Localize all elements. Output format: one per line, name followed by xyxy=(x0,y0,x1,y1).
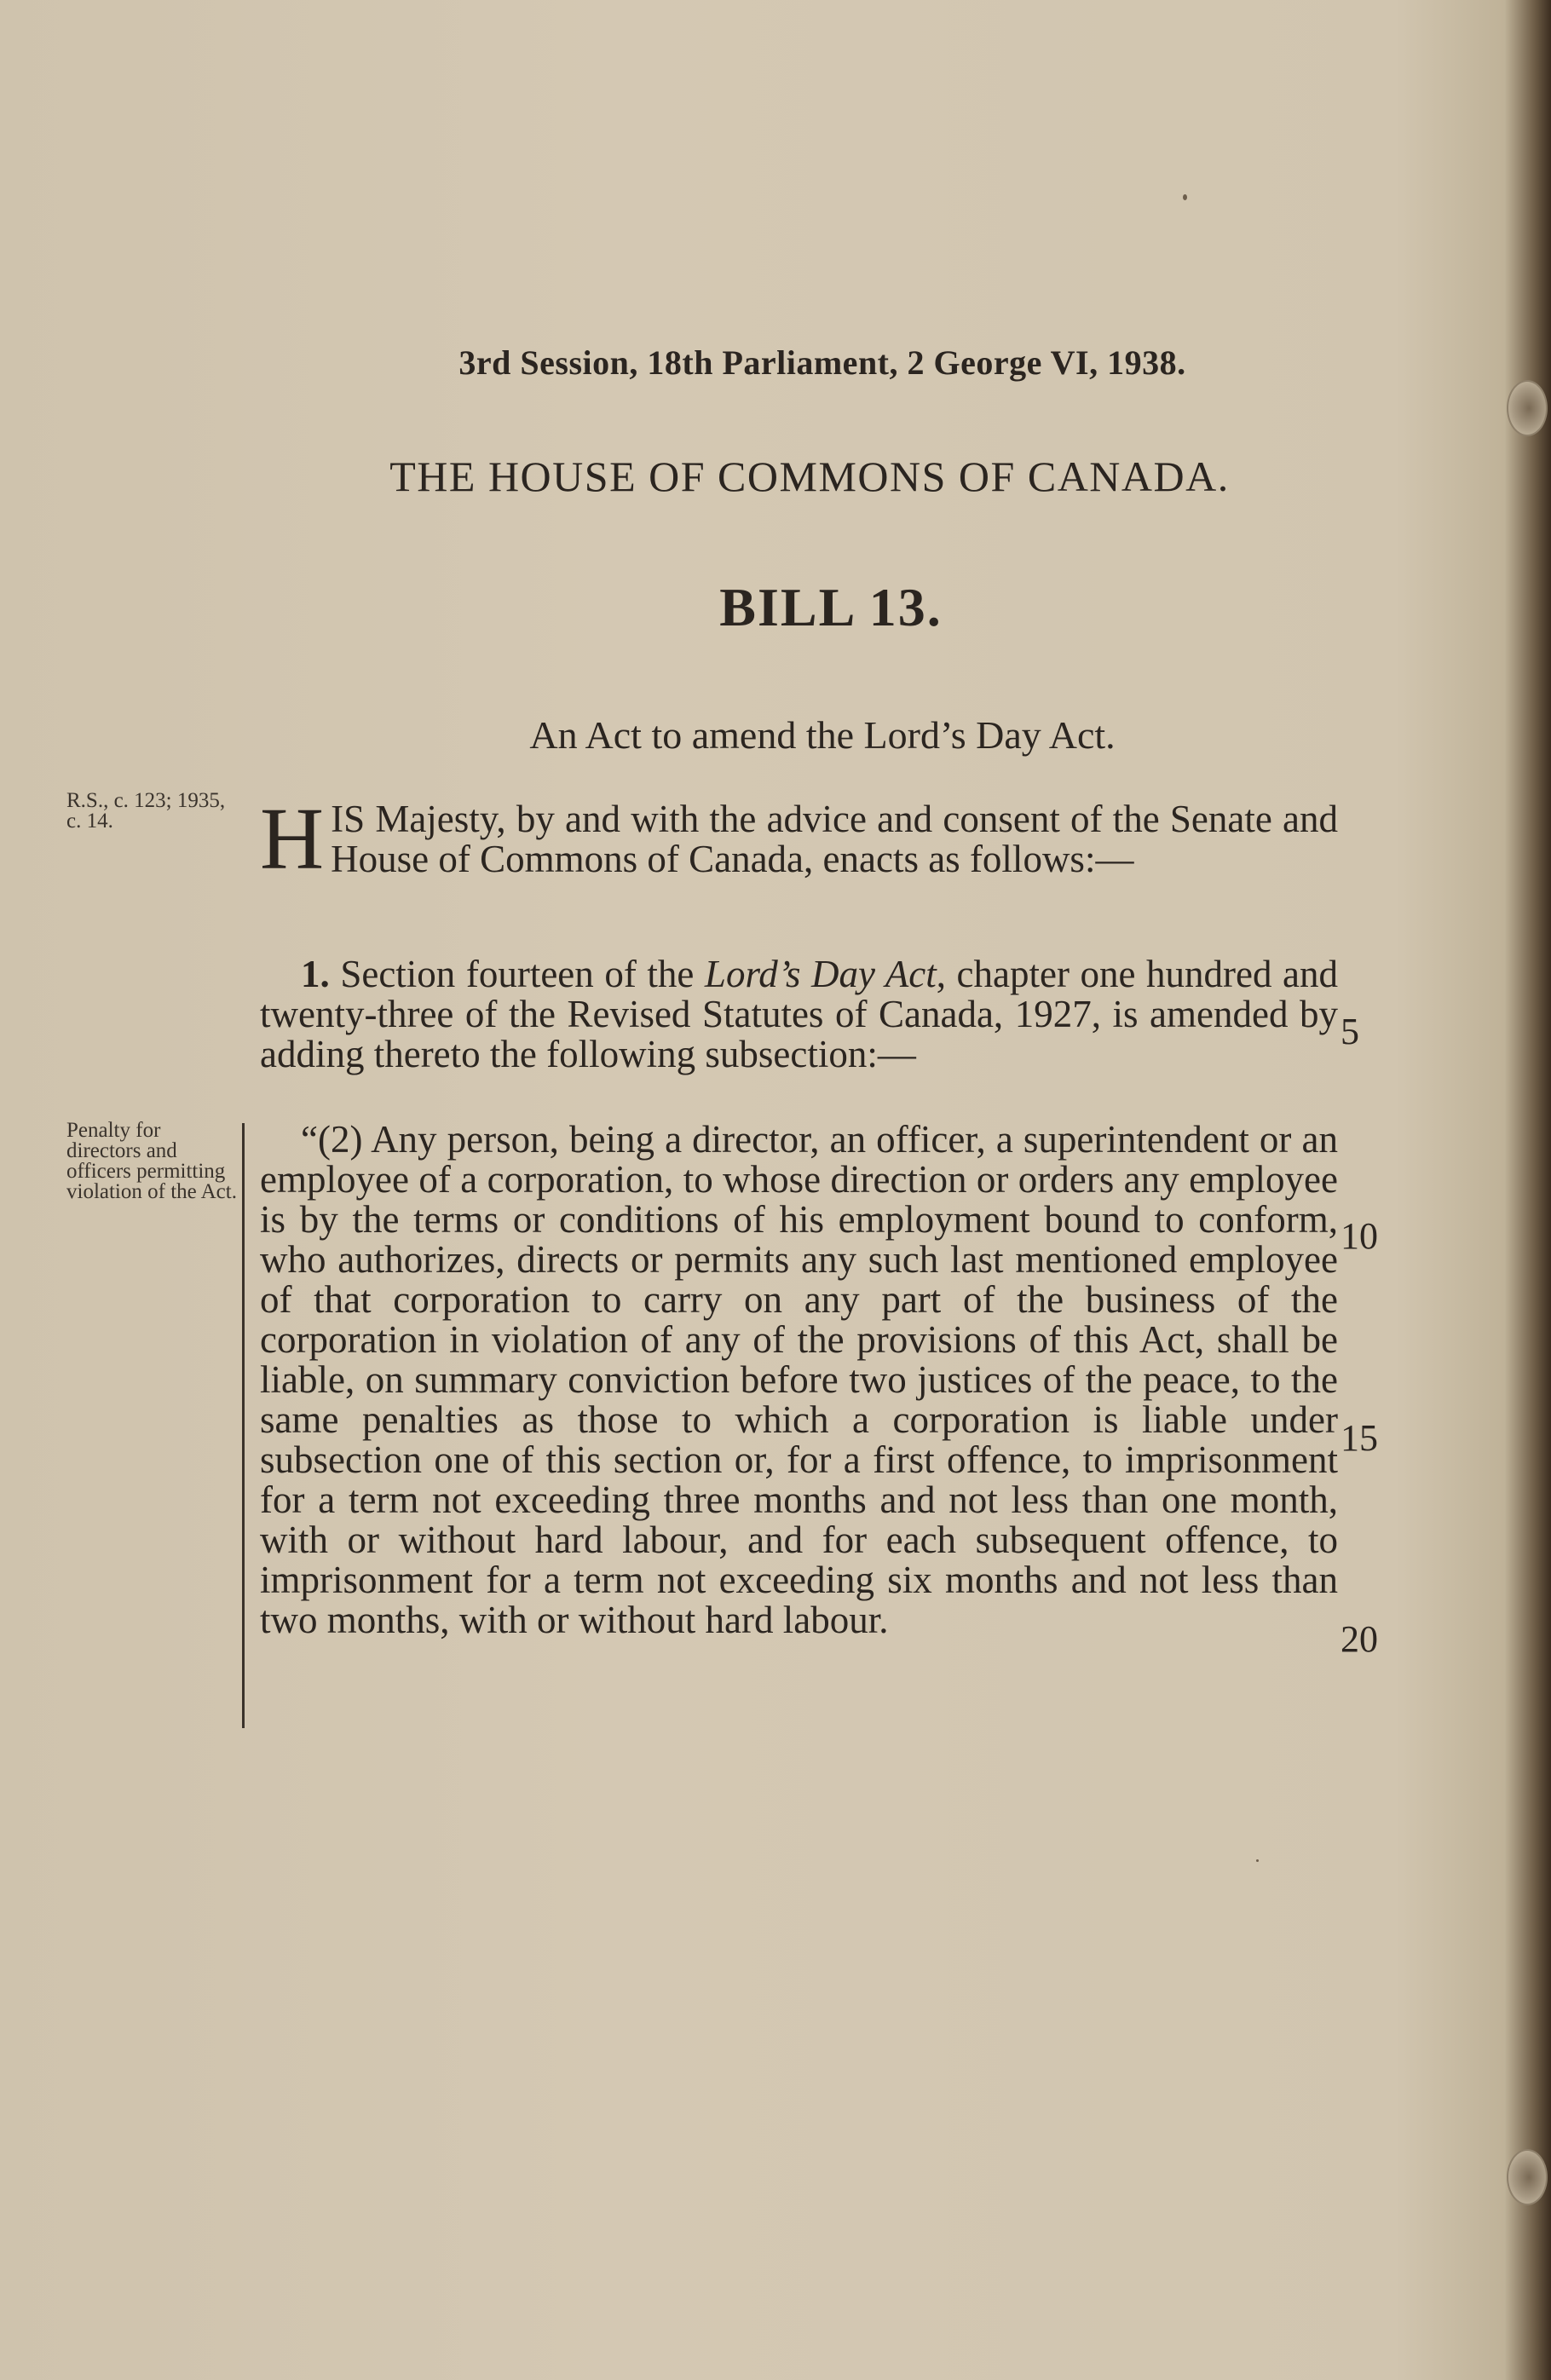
line-number: 15 xyxy=(1341,1417,1378,1459)
act-title: An Act to amend the Lord’s Day Act. xyxy=(529,713,1116,757)
house-title: THE HOUSE OF COMMONS OF CANADA. xyxy=(389,452,1230,500)
subsection-2 xyxy=(260,1120,1338,1640)
margin-note-citation: R.S., c. 123; 1935, c. 14. xyxy=(66,789,226,833)
line-number: 5 xyxy=(1341,1011,1359,1052)
binding-hole xyxy=(1507,2149,1548,2205)
margin-note-penalty: Penalty for directors and officers permitting violation of the Act. xyxy=(66,1119,237,1203)
act-name: Lord’s Day Act xyxy=(704,953,937,995)
paper-speck xyxy=(1183,194,1187,200)
section-text-before: Section fourteen of the xyxy=(340,953,695,995)
binding-hole xyxy=(1507,380,1548,436)
section-number: 1. xyxy=(301,953,330,995)
line-number: 20 xyxy=(1341,1618,1378,1660)
session-line: 3rd Session, 18th Parliament, 2 George VI, 1938. xyxy=(458,343,1186,382)
line-number: 10 xyxy=(1341,1215,1378,1257)
margin-bracket xyxy=(242,1123,245,1728)
section-1 xyxy=(260,954,1338,1075)
section-text-after: , chapter one hundred and twenty-three of the Revised Statutes of Canada, 1927, is amended by adding thereto the following subsection:— xyxy=(260,953,1339,1075)
subsection-text: “(2) Any person, being a director, an officer, a superintendent or an employee of a corporation, to whose direction or orders any employee is by the terms or conditions of his employment bound to conform, who authorizes, directs or permits any such last mentioned employee of that corporation to carry on any part of the business of the corporation in violation of any of the provisions of this Act, shall be liable, on summary conviction before two justices of the peace, to the same penalties as those to which a corporation is liable under subsection one of this section or, for a first offence, to imprisonment for a term not exceeding three months and not less than one month, with or without hard labour, and for each subsequent offence, to imprisonment for a term not exceeding six months and not less than two months, with or without hard labour. xyxy=(260,1118,1338,1641)
enacting-clause xyxy=(260,790,1338,888)
drop-cap: H xyxy=(260,790,325,888)
enacting-text: IS Majesty, by and with the advice and consent of the Senate and House of Commons of Canada, enacts as follows:— xyxy=(331,798,1338,880)
bill-number: BILL 13. xyxy=(719,577,943,637)
paper-speck xyxy=(1256,1859,1259,1862)
